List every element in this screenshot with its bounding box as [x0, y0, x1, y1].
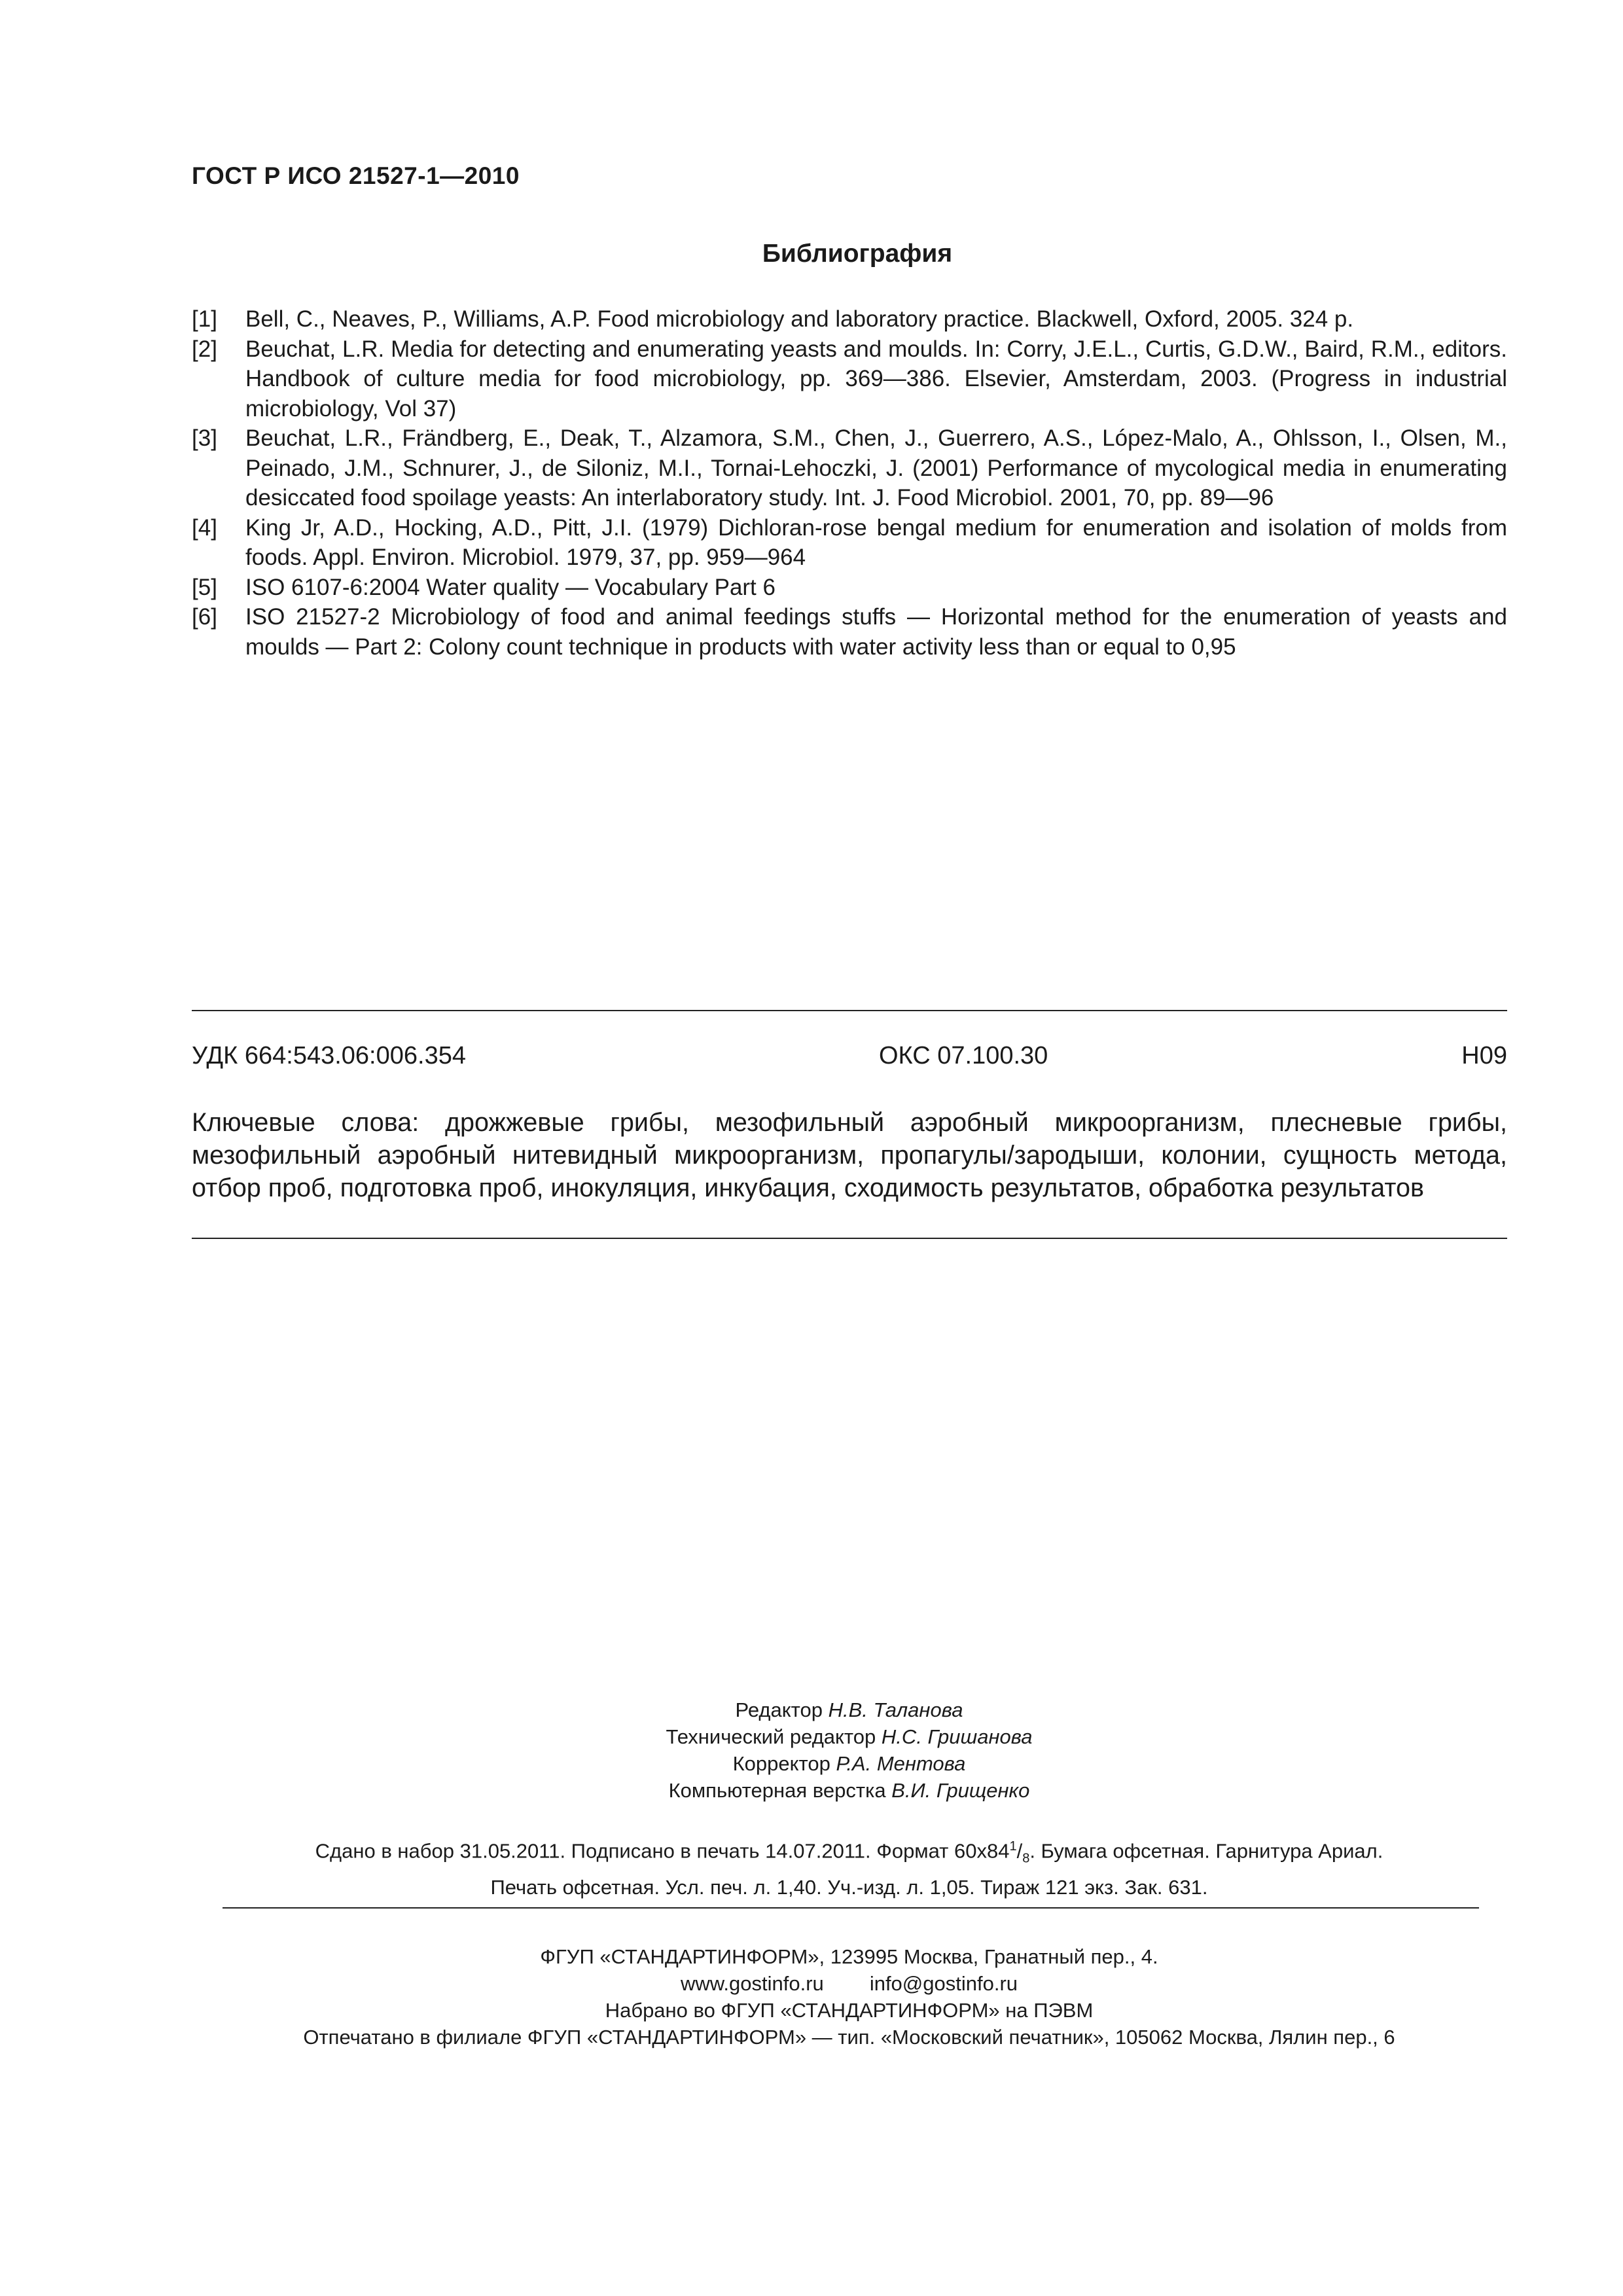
reference-item	[192, 334, 1507, 424]
reference-number: [2]	[192, 336, 217, 362]
credit-label: Редактор	[735, 1698, 823, 1721]
credit-name: Н.В. Таланова	[828, 1698, 963, 1721]
email-link[interactable]: info@gostinfo.ru	[869, 1972, 1018, 1995]
website-link[interactable]: www.gostinfo.ru	[680, 1972, 824, 1995]
print-info-text: Сдано в набор 31.05.2011. Подписано в печать 14.07.2011. Формат 60х84	[315, 1839, 1010, 1863]
credit-layout	[75, 1777, 1623, 1804]
publisher-address: ФГУП «СТАНДАРТИНФОРМ», 123995 Москва, Гранатный пер., 4.	[540, 1945, 1158, 1968]
divider-keywords	[192, 1238, 1507, 1239]
format-fraction-numerator: 1	[1009, 1839, 1017, 1854]
oks-code: ОКС 07.100.30	[879, 1042, 1048, 1069]
reference-number: [1]	[192, 306, 217, 332]
keywords: Ключевые слова: дрожжевые грибы, мезофильный аэробный микроорганизм, плесневые грибы, мезофильный аэробный нитевидный микроорганизм, пропагулы/зародыши, колонии, сущность метода, отбор проб, подготовка проб, инокуляция, инкубация, сходимость результатов, обработка результатов	[192, 1108, 1507, 1202]
reference-item	[192, 423, 1507, 513]
reference-item	[192, 573, 1507, 603]
publisher-printed: Отпечатано в филиале ФГУП «СТАНДАРТИНФОРМ» — тип. «Московский печатник», 105062 Москва, Лялин пер., 6	[303, 2026, 1395, 2049]
reference-item	[192, 602, 1507, 662]
credit-name: В.И. Грищенко	[891, 1779, 1030, 1802]
reference-number: [4]	[192, 514, 217, 541]
reference-text: Beuchat, L.R. Media for detecting and enumerating yeasts and moulds. In: Corry, J.E.L., Curtis, G.D.W., Baird, R.M., editors. Handbook of culture media for food microbiology, pp. 369—386. Elsevier, Amsterdam, 2003. (Progress in industrial microbiology, Vol 37)	[245, 336, 1507, 422]
credits-block	[0, 1696, 1623, 1804]
reference-list	[192, 304, 1507, 662]
reference-number: [5]	[192, 574, 217, 600]
reference-text: Bell, C., Neaves, P., Williams, A.P. Food microbiology and laboratory practice. Blackwell, Oxford, 2005. 324 p.	[245, 306, 1354, 332]
divider-top	[192, 1010, 1507, 1011]
credit-label: Корректор	[732, 1752, 830, 1775]
credit-name: Р.А. Ментова	[836, 1752, 966, 1775]
credit-label: Компьютерная верстка	[668, 1779, 886, 1802]
bibliography-title: Библиография	[762, 240, 953, 268]
classifier-code: Н09	[1461, 1042, 1507, 1069]
print-info	[0, 1832, 1623, 1902]
publisher-contacts	[75, 1970, 1623, 1997]
reference-item	[192, 304, 1507, 334]
reference-number: [6]	[192, 604, 217, 630]
divider-bottom	[223, 1907, 1479, 1909]
udk-code: УДК 664:543.06:006.354	[192, 1042, 466, 1069]
format-fraction-denominator: 8	[1022, 1851, 1030, 1866]
reference-item	[192, 513, 1507, 573]
reference-text: ISO 6107-6:2004 Water quality — Vocabulary Part 6	[245, 574, 776, 600]
document-code: ГОСТ Р ИСО 21527-1—2010	[192, 162, 520, 189]
reference-text: ISO 21527-2 Microbiology of food and animal feedings stuffs — Horizontal method for the enumeration of yeasts and moulds — Part 2: Colony count technique in products with water activity less than or equal to 0,95	[245, 604, 1507, 660]
print-info-line-1: Сдано в набор 31.05.2011. Подписано в печать 14.07.2011. Формат $60х84^1/_8$. Бумага офсетная. Гарнитура Ариал.	[315, 1839, 1383, 1866]
credit-corrector	[75, 1750, 1623, 1777]
credit-tech-editor	[75, 1723, 1623, 1750]
credit-label: Технический редактор	[666, 1725, 876, 1748]
credit-name: Н.С. Гришанова	[881, 1725, 1033, 1748]
print-info-line-2: Печать офсетная. Усл. печ. л. 1,40. Уч.-изд. л. 1,05. Тираж 121 экз. Зак. 631.	[490, 1875, 1208, 1899]
print-info-text: . Бумага офсетная. Гарнитура Ариал.	[1029, 1839, 1383, 1863]
publisher-block	[0, 1943, 1623, 2051]
reference-number: [3]	[192, 425, 217, 451]
publisher-typeset: Набрано во ФГУП «СТАНДАРТИНФОРМ» на ПЭВМ	[605, 1999, 1094, 2022]
reference-text: King Jr, A.D., Hocking, A.D., Pitt, J.I. (1979) Dichloran-rose bengal medium for enumeration and isolation of molds from foods. Appl. Environ. Microbiol. 1979, 37, pp. 959—964	[245, 514, 1507, 570]
reference-text: Beuchat, L.R., Frändberg, E., Deak, T., Alzamora, S.M., Chen, J., Guerrero, A.S., López-Malo, A., Ohlsson, I., Olsen, M., Peinado, J.M., Schnurer, J., de Siloniz, M.I., Tornai-Lehoczki, J. (2001) Performance of mycological media in enumerating desiccated food spoilage yeasts: An interlaboratory study. Int. J. Food Microbiol. 2001, 70, pp. 89—96	[245, 425, 1507, 511]
credit-editor	[75, 1696, 1623, 1723]
